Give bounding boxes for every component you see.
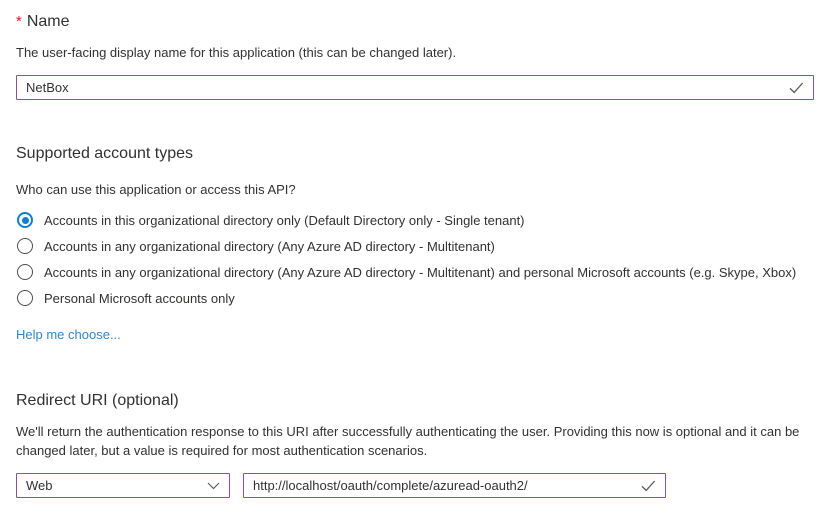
account-types-radio-group <box>16 207 814 311</box>
chevron-down-icon <box>207 478 220 493</box>
checkmark-icon <box>641 480 656 492</box>
help-me-choose-link[interactable]: Help me choose... <box>16 327 121 342</box>
radio-option-multitenant[interactable] <box>16 233 814 259</box>
name-input[interactable] <box>26 80 789 95</box>
name-title-text: Name <box>26 13 70 30</box>
radio-option-label: Accounts in any organizational directory (Any Azure AD directory - Multitenant) and personal Microsoft accounts (e.g. Skype, Xbox) <box>44 264 797 280</box>
radio-option-personal-only[interactable] <box>16 285 814 311</box>
checkmark-icon <box>789 82 804 94</box>
radio-option-single-tenant[interactable] <box>16 207 814 233</box>
radio-option-label: Accounts in any organizational directory (Any Azure AD directory - Multitenant) <box>44 238 495 254</box>
radio-option-label: Accounts in this organizational directory only (Default Directory only - Single tenant) <box>44 212 525 228</box>
required-asterisk: * <box>16 13 22 30</box>
redirect-uri-description: We'll return the authentication response to this URI after successfully authenticating the user. Providing this now is optional and it can be changed later, but a value is required for most authentication scenarios. <box>16 424 800 458</box>
platform-select-value: Web <box>26 478 53 493</box>
redirect-uri-controls <box>16 473 814 498</box>
platform-select[interactable] <box>16 473 230 498</box>
name-description: The user-facing display name for this application (this can be changed later). <box>16 45 457 60</box>
radio-unselected-icon <box>17 238 33 254</box>
account-types-title: Supported account types <box>16 145 194 162</box>
radio-selected-icon <box>17 212 33 228</box>
radio-unselected-icon <box>17 264 33 280</box>
redirect-uri-input-container <box>243 473 666 498</box>
account-types-question: Who can use this application or access this API? <box>16 182 296 197</box>
radio-unselected-icon <box>17 290 33 306</box>
name-input-container <box>16 75 814 100</box>
radio-option-label: Personal Microsoft accounts only <box>44 290 235 306</box>
name-section-title <box>16 11 814 32</box>
redirect-uri-title: Redirect URI (optional) <box>16 392 179 409</box>
radio-option-multitenant-personal[interactable] <box>16 259 814 285</box>
redirect-uri-input[interactable] <box>253 478 641 493</box>
